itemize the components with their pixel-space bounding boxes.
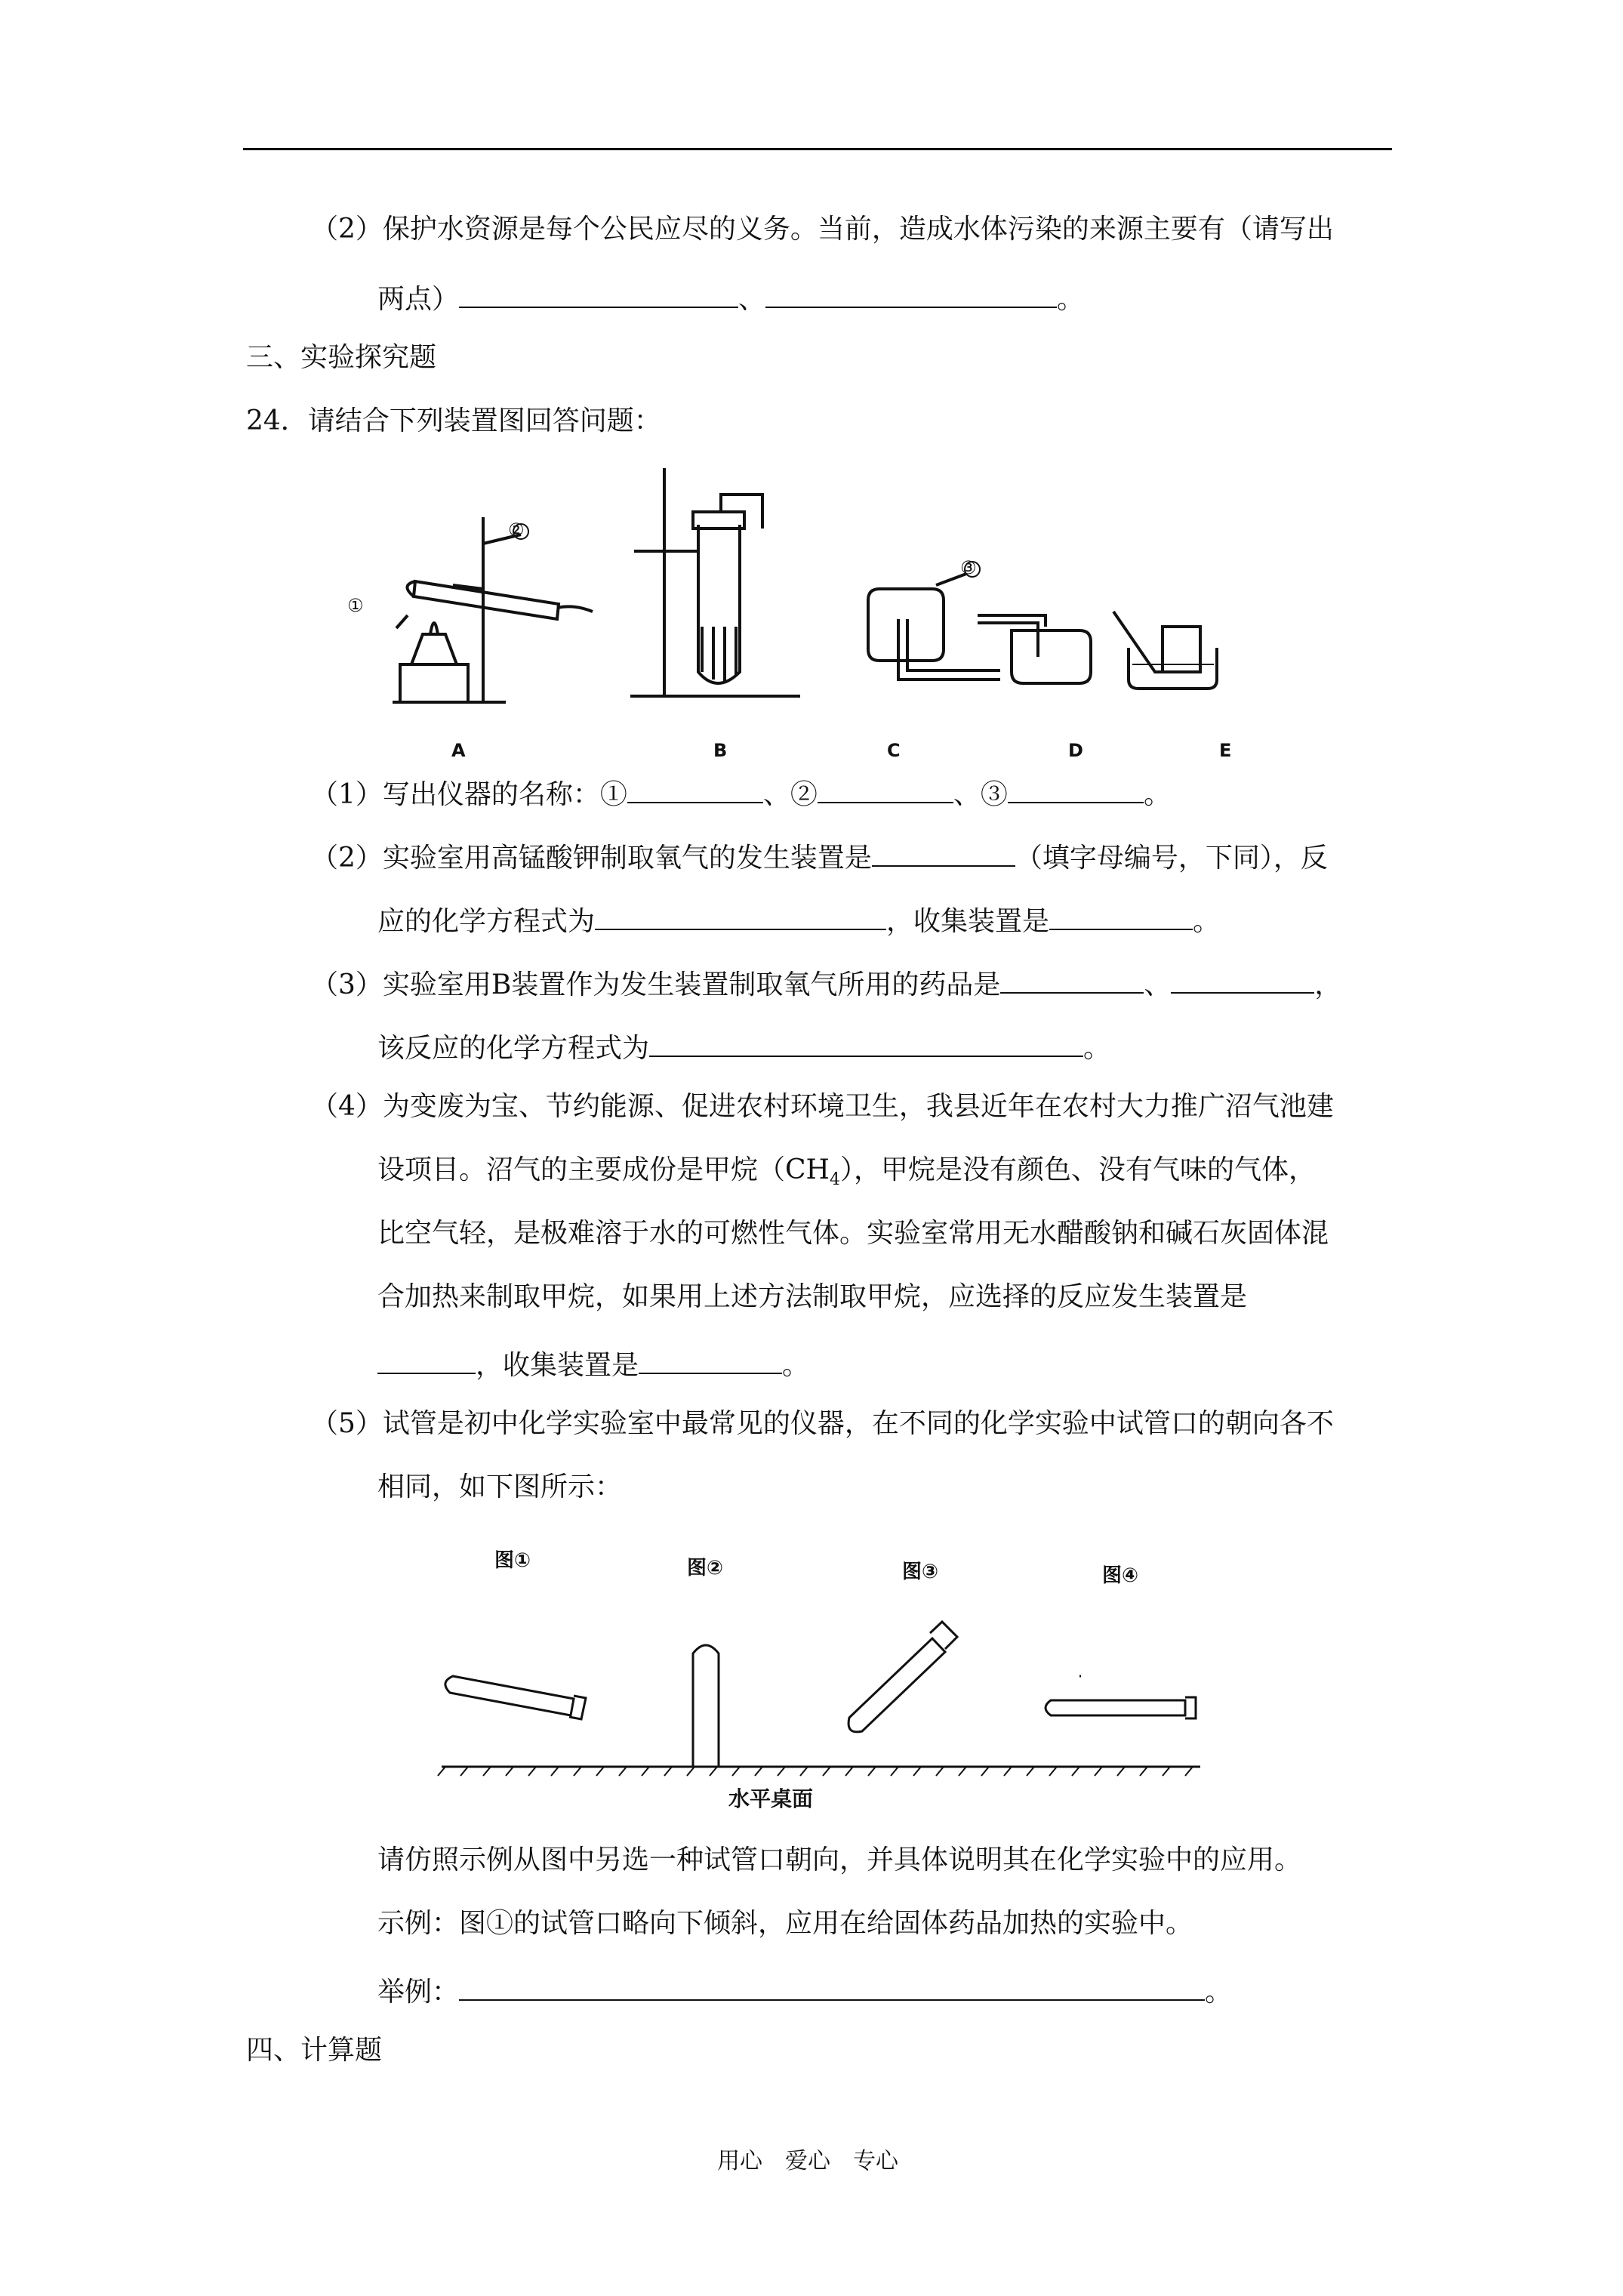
marker: ① [347,595,364,616]
page-footer: 用心 爱心 专心 [717,2148,898,2174]
marker: ② [508,519,525,541]
separator: 、 [1144,969,1172,1000]
answer-blank[interactable] [872,838,1015,867]
q24-p3-line1 [311,965,1341,1000]
subscript: 4 [829,1170,840,1190]
answer-blank[interactable] [1171,965,1314,994]
q24-p5-line2: 相同，如下图所示： [377,1472,623,1502]
q24-p3-text: 该反应的化学方程式为 [377,1033,650,1064]
answer-blank[interactable] [1049,901,1193,930]
answer-blank[interactable] [627,775,763,803]
separator: 、 [738,284,766,315]
comma: ， [1314,969,1342,1000]
q24-p4-line4: 合加热来制取甲烷，如果用上述方法制取甲烷，应选择的反应发生装置是 [377,1281,1248,1312]
q24-p4-text: ），甲烷是没有颜色、没有气味的气体， [839,1154,1316,1185]
q24-p4-line3: 比空气轻，是极难溶于水的可燃性气体。实验室常用无水醋酸钠和碱石灰固体混 [377,1218,1329,1249]
period: 。 [1193,906,1221,937]
q24-p1 [311,775,1171,810]
q24-p4-line2 [377,1155,1316,1195]
fig-label: 图④ [1102,1564,1139,1587]
q24-p5-instruction: 请仿照示例从图中另选一种试管口朝向，并具体说明其在化学实验中的应用。 [377,1845,1302,1875]
answer-blank[interactable] [459,1972,1205,2001]
answer-blank[interactable] [459,279,738,308]
period: 。 [1143,779,1171,810]
q23-p2-line2 [377,279,1084,315]
test-tube-fig4 [1046,1676,1196,1718]
table-hatching [438,1767,1193,1776]
q24-p3-line2 [377,1028,1110,1064]
q24-p2-line2 [377,901,1220,937]
test-tube-fig2 [688,1645,723,1767]
period: 。 [1205,1977,1233,2008]
header-rule [243,148,1392,150]
q24-p1-text: 、③ [953,779,1008,810]
apparatus-label: A [451,740,466,761]
fig-label: 图① [494,1549,531,1572]
answer-blank[interactable] [639,1345,782,1374]
apparatus-label: B [713,740,728,761]
fig-label: 图③ [902,1561,939,1583]
period: 。 [1083,1033,1111,1064]
test-tube-fig3 [848,1622,957,1732]
answer-blank[interactable] [649,1028,1083,1057]
q24-p5-example: 示例：图①的试管口略向下倾斜，应用在给固体药品加热的实验中。 [377,1908,1193,1939]
apparatus-label: E [1219,740,1232,761]
q24-p5-line1: （5）试管是初中化学实验室中最常见的仪器，在不同的化学实验中试管口的朝向各不 [311,1408,1334,1439]
q24-p5-text: 举例： [377,1977,460,2008]
q24-p2-text: （填字母编号，下同），反 [1015,843,1328,874]
answer-blank[interactable] [818,775,953,803]
period: 。 [1057,284,1085,315]
q24-p2-text: （2）实验室用高锰酸钾制取氧气的发生装置是 [311,843,872,874]
q24-p3-text: （3）实验室用B装置作为发生装置制取氧气所用的药品是 [311,969,1001,1000]
q24-p1-text: 、② [762,779,818,810]
period: 。 [782,1350,810,1381]
answer-blank[interactable] [1000,965,1144,994]
fig-label: 图② [687,1557,724,1579]
q23-p2-line1: （2）保护水资源是每个公民应尽的义务。当前，造成水体污染的来源主要有（请写出 [311,214,1334,245]
q24-p2-text: ，收集装置是 [886,906,1050,937]
test-tube-figure [438,1540,1208,1820]
q24-p1-text: （1）写出仪器的名称：① [311,779,627,810]
apparatus-label: C [887,740,901,761]
apparatus-label: D [1068,740,1083,761]
section-3-heading: 三、实验探究题 [246,342,437,373]
q24-intro: 24．请结合下列装置图回答问题： [246,405,661,436]
q24-p4-text: ，收集装置是 [476,1350,639,1381]
answer-blank[interactable] [1008,775,1144,803]
answer-blank[interactable] [377,1345,476,1374]
q24-p2-text: 应的化学方程式为 [377,906,596,937]
q23-p2-text: 两点） [377,284,460,315]
q24-p2-line1 [311,838,1328,874]
answer-blank[interactable] [765,279,1057,308]
q24-p5-answer [377,1972,1232,2008]
q24-p4-text: 设项目。沼气的主要成份是甲烷（CH [377,1154,830,1185]
table-label: 水平桌面 [728,1786,814,1811]
marker: ③ [960,557,977,578]
answer-blank[interactable] [595,901,886,930]
q24-p4-line5 [377,1345,809,1381]
section-4-heading: 四、计算题 [246,2035,383,2066]
test-tube-fig1 [445,1676,586,1719]
apparatus-figure [332,453,1268,763]
q24-p4-line1: （4）为变废为宝、节约能源、促进农村环境卫生，我县近年在农村大力推广沼气池建 [311,1091,1334,1122]
